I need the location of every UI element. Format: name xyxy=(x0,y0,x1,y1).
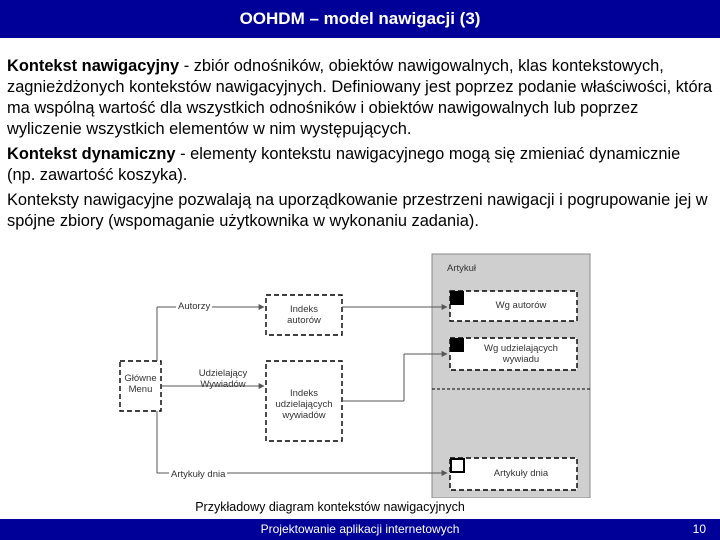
artykuly-dnia-marker xyxy=(451,459,464,472)
definition-navigation-context: - zbiór odnośników, obiektów nawigowalnych, klas kontekstowych, zagnieżdżonych kontekstów nawigacyjnych. Definiowany jest poprzez podanie właściwości, która ma wspólną wartość dla wszystkich odnośników i obiektów nawigowalnych lub poprzez wyliczenie wszystkich elementów w nim występujących. xyxy=(7,57,713,138)
diagram-graphics xyxy=(100,248,600,498)
navigation-context-diagram xyxy=(100,248,600,498)
udzielajacy-wywiadow-label: Udzielający Wywiadów xyxy=(198,368,248,390)
slide-title: OOHDM – model nawigacji (3) xyxy=(239,9,481,28)
slide-title-bar xyxy=(0,0,720,38)
autorzy-link-label: Autorzy xyxy=(178,301,211,312)
term-navigation-context: Kontekst nawigacyjny xyxy=(7,57,180,75)
glowne-menu-label: Główne Menu xyxy=(124,373,157,395)
wg-udzielajacych-label: Wg udzielających wywiadu xyxy=(484,343,558,365)
indeks-udzielajacych-label: Indeks udzielających wywiadów xyxy=(275,388,333,421)
page-number: 10 xyxy=(692,522,706,536)
artykul-label: Artykuł xyxy=(447,263,477,274)
diagram-caption: Przykładowy diagram kontekstów nawigacyjnych xyxy=(195,500,465,514)
indeks-autorow-label: Indeks autorów xyxy=(287,304,321,326)
wg-autorow-marker xyxy=(450,291,464,305)
definition-context-purpose: Konteksty nawigacyjne pozwalają na uporządkowanie przestrzeni nawigacji i pogrupowanie jej w spójne zbiory (wspomaganie użytkownika w wykonaniu zadania). xyxy=(7,191,708,230)
paragraph-navigation-context xyxy=(7,56,713,140)
slide-content xyxy=(7,56,713,236)
footer-bar xyxy=(0,519,720,540)
paragraph-dynamic-context xyxy=(7,144,713,186)
wg-autorow-label: Wg autorów xyxy=(495,300,547,311)
definition-dynamic-context: - elementy kontekstu nawigacyjnego mogą się zmieniać dynamicznie (np. zawartość koszyka). xyxy=(7,145,681,184)
term-dynamic-context: Kontekst dynamiczny xyxy=(7,145,176,163)
artykuly-dnia-box-label: Artykuły dnia xyxy=(493,468,549,479)
artykuly-dnia-link-label: Artykuły dnia xyxy=(171,469,226,480)
wg-udzielajacych-marker xyxy=(450,338,464,352)
paragraph-context-purpose xyxy=(7,190,713,232)
footer-course-title: Projektowanie aplikacji internetowych xyxy=(260,522,460,536)
